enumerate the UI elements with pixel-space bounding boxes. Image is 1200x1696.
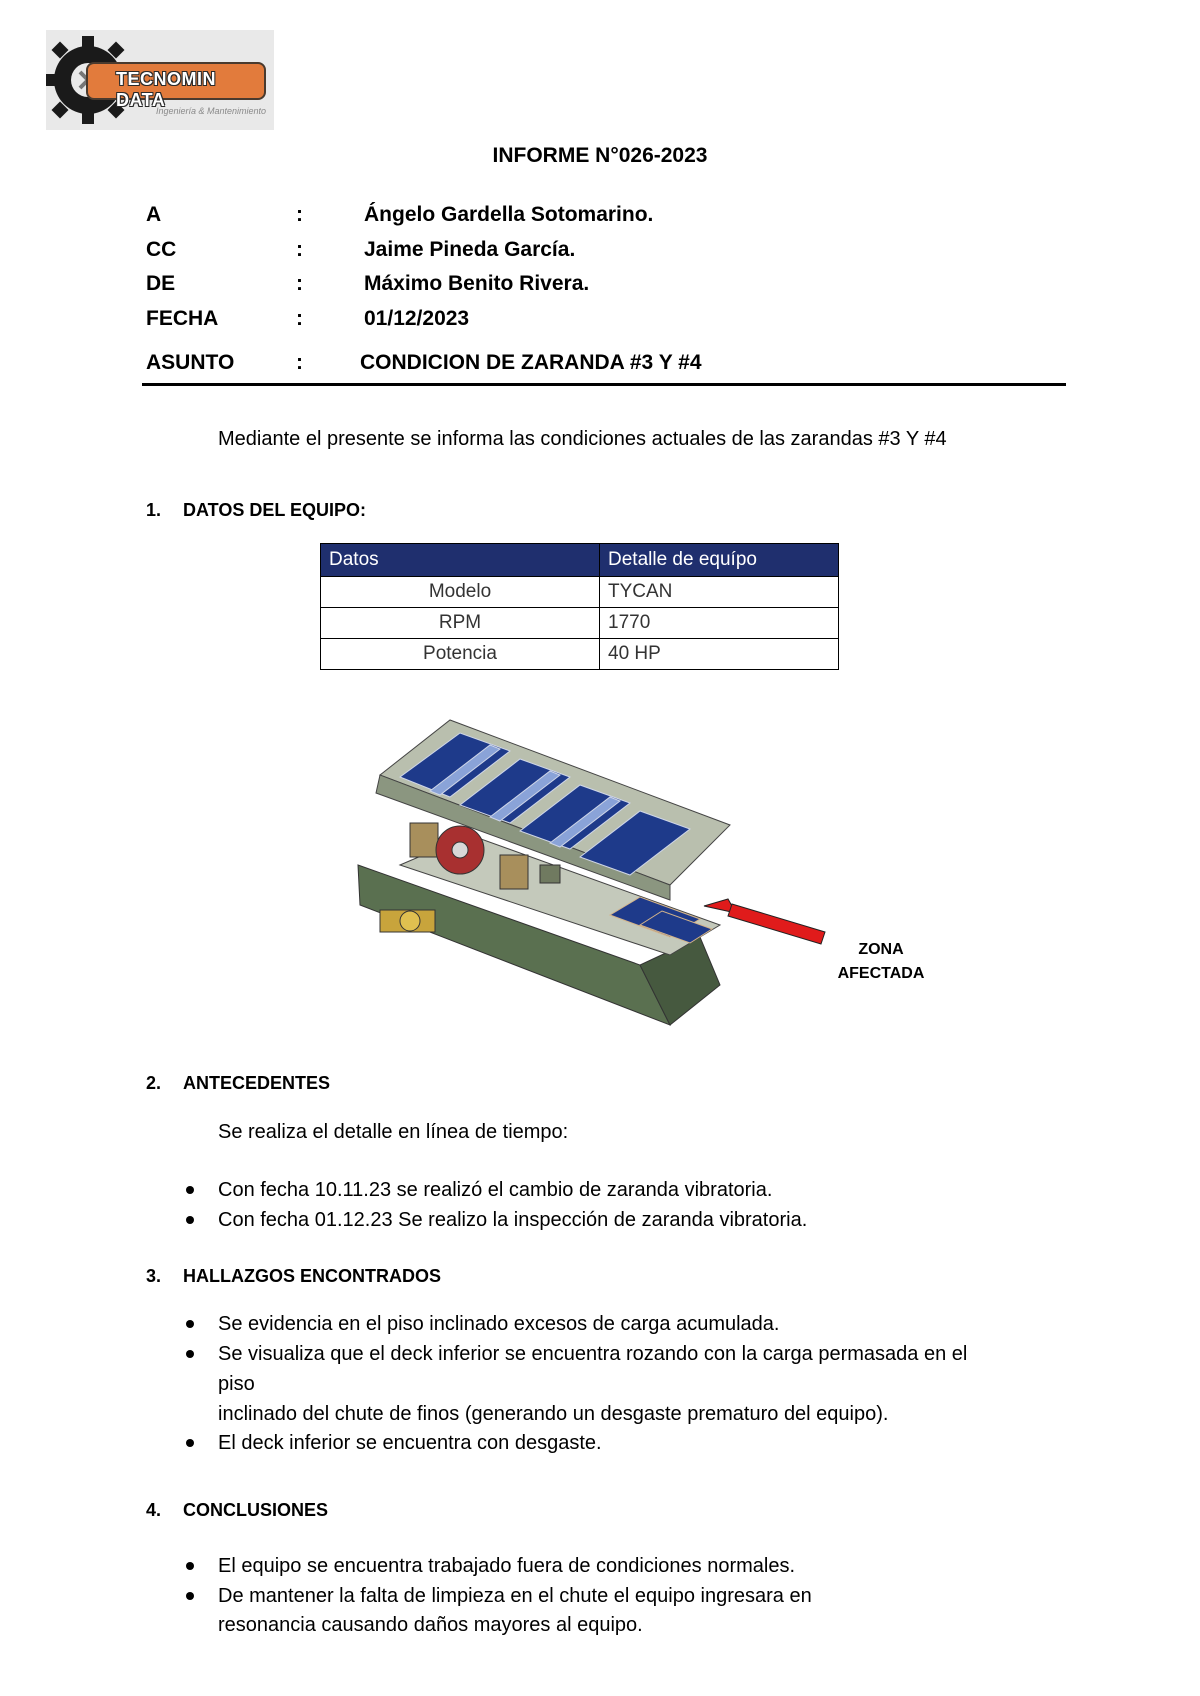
callout-arrow <box>704 899 825 944</box>
bullet-icon <box>186 1592 194 1600</box>
table-row <box>321 577 839 608</box>
table-cell: Modelo <box>321 577 600 608</box>
header-separator: : <box>296 351 303 374</box>
header-value: Ángelo Gardella Sotomarino. <box>364 203 654 226</box>
intro-text: Mediante el presente se informa las condiciones actuales de las zarandas #3 Y #4 <box>218 428 947 450</box>
section-title: DATOS DEL EQUIPO: <box>183 500 367 520</box>
list-item-continuation: inclinado del chute de finos (generando un desgaste prematuro del equipo). <box>218 1403 889 1425</box>
table-cell: TYCAN <box>600 577 839 608</box>
screen-illustration <box>358 720 730 1025</box>
vibrating-screen-diagram <box>340 715 940 1035</box>
callout-line: ZONA <box>858 941 904 958</box>
bullet-icon <box>186 1216 194 1224</box>
list-item: De mantener la falta de limpieza en el chute el equipo ingresara en <box>218 1585 812 1607</box>
bullet-icon <box>186 1562 194 1570</box>
list-item: Se evidencia en el piso inclinado excesos de carga acumulada. <box>218 1313 780 1335</box>
header-label: DE <box>146 272 176 295</box>
section-heading-3 <box>0 1266 1200 1290</box>
table-row <box>321 608 839 639</box>
table-header-row <box>321 544 839 577</box>
section-number: 2. <box>146 1073 162 1093</box>
list-item-continuation: resonancia causando daños mayores al equipo. <box>218 1614 643 1636</box>
table-cell: Potencia <box>321 639 600 670</box>
logo-tagline: Ingeniería & Mantenimiento <box>156 106 267 116</box>
list-item: Con fecha 01.12.23 Se realizo la inspección de zaranda vibratoria. <box>218 1209 808 1231</box>
section-title: ANTECEDENTES <box>183 1073 331 1093</box>
bullet-icon <box>186 1320 194 1328</box>
section-heading-1 <box>0 500 1200 524</box>
header-separator: : <box>296 272 303 295</box>
section-number: 1. <box>146 500 162 520</box>
table-cell: 1770 <box>600 608 839 639</box>
header-date <box>0 307 1200 333</box>
bullet-icon <box>186 1186 194 1194</box>
report-title: INFORME N°026-2023 <box>492 144 708 167</box>
list-item: El equipo se encuentra trabajado fuera de condiciones normales. <box>218 1555 796 1577</box>
header-label: CC <box>146 238 177 261</box>
company-logo <box>46 30 274 130</box>
callout-label <box>826 938 936 986</box>
header-cc <box>0 238 1200 264</box>
section-heading-4 <box>0 1500 1200 1524</box>
section-number: 4. <box>146 1500 162 1520</box>
list-item: El deck inferior se encuentra con desgaste. <box>218 1432 602 1454</box>
header-value: 01/12/2023 <box>364 307 470 330</box>
header-value: Máximo Benito Rivera. <box>364 272 590 295</box>
section-title: CONCLUSIONES <box>183 1500 329 1520</box>
list-item-continuation: piso <box>218 1373 255 1395</box>
header-separator: : <box>296 238 303 261</box>
header-label: FECHA <box>146 307 219 330</box>
table-header-cell: Datos <box>321 544 600 577</box>
section-heading-2 <box>0 1073 1200 1097</box>
logo-name: TECNOMIN DATA <box>116 69 216 110</box>
header-subject <box>0 351 1200 377</box>
header-label: ASUNTO <box>146 351 235 374</box>
table-cell: RPM <box>321 608 600 639</box>
header-label: A <box>146 203 162 226</box>
section-lead: Se realiza el detalle en línea de tiempo: <box>218 1121 569 1143</box>
header-value: CONDICION DE ZARANDA #3 Y #4 <box>360 351 702 374</box>
header-value: Jaime Pineda García. <box>364 238 576 261</box>
header-from <box>0 272 1200 298</box>
table-row <box>321 639 839 670</box>
bullet-icon <box>186 1439 194 1447</box>
list-item: Con fecha 10.11.23 se realizó el cambio de zaranda vibratoria. <box>218 1179 773 1201</box>
header-separator: : <box>296 307 303 330</box>
header-divider <box>142 383 1066 386</box>
table-cell: 40 HP <box>600 639 839 670</box>
logo-wordmark <box>86 62 266 110</box>
header-separator: : <box>296 203 303 226</box>
section-title: HALLAZGOS ENCONTRADOS <box>183 1266 441 1286</box>
table-header-cell: Detalle de equípo <box>600 544 839 577</box>
header-to <box>0 203 1200 229</box>
equipment-table <box>320 543 839 670</box>
section-number: 3. <box>146 1266 162 1286</box>
list-item: Se visualiza que el deck inferior se encuentra rozando con la carga permasada en el <box>218 1343 968 1365</box>
bullet-icon <box>186 1350 194 1358</box>
callout-line: AFECTADA <box>837 965 925 982</box>
